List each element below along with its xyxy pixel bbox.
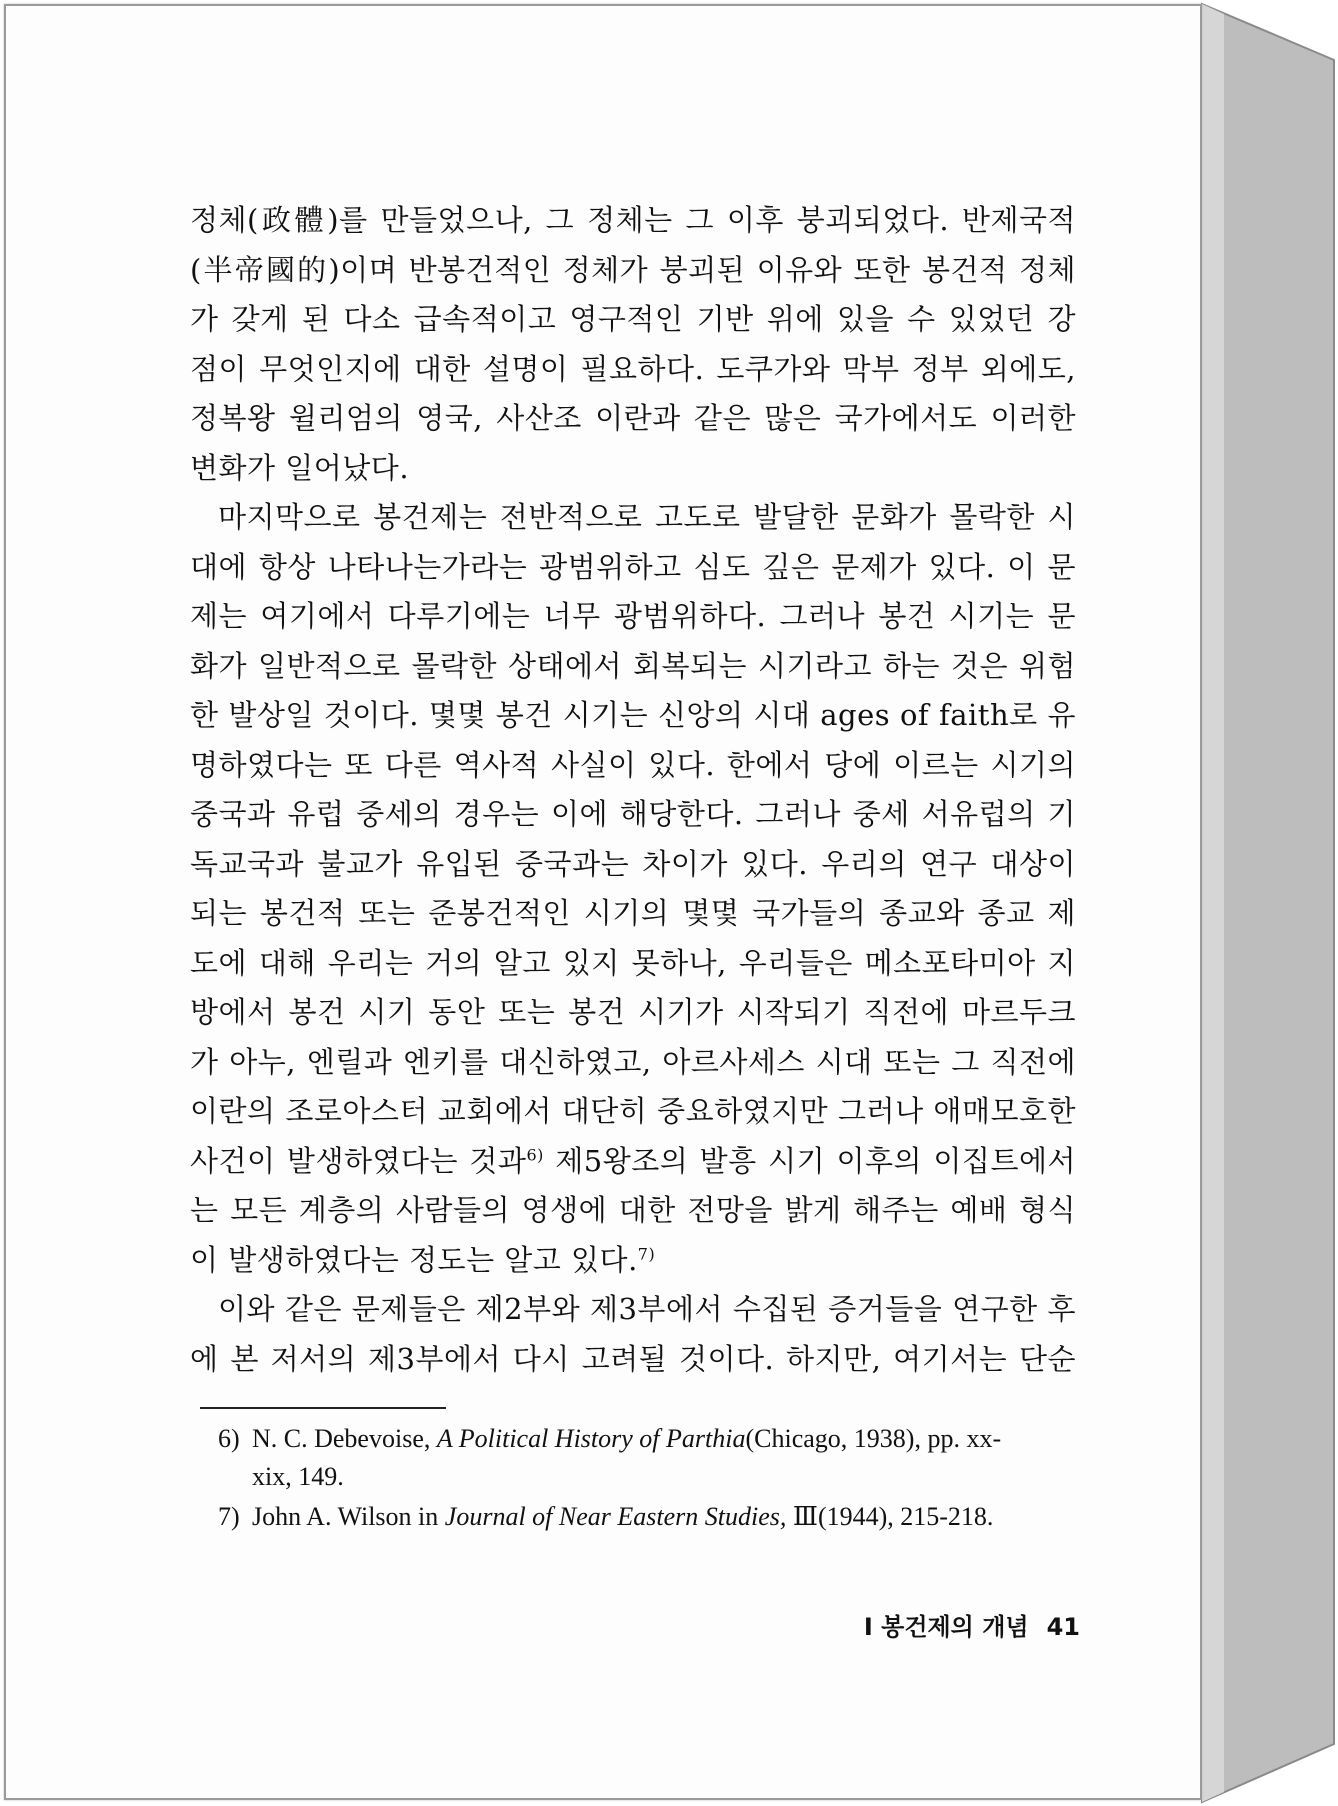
text-line: 화가 일반적으로 몰락한 상태에서 회복되는 시기라고 하는 것은 위험 bbox=[190, 648, 1076, 683]
text-line: 점이 무엇인지에 대한 설명이 필요하다. 도쿠가와 막부 정부 외에도, bbox=[190, 351, 1076, 386]
text-line: 한 발상일 것이다. 몇몇 봉건 시기는 신앙의 시대 ages of faith로 유 bbox=[190, 698, 1076, 732]
footnote-title: A Political History of Parthia bbox=[436, 1424, 746, 1453]
text-line: 에 본 저서의 제3부에서 다시 고려될 것이다. 하지만, 여기서는 단순 bbox=[190, 1341, 1076, 1376]
paragraph-3 bbox=[190, 1285, 1076, 1384]
chapter-title: Ⅰ 봉건제의 개념 bbox=[863, 1613, 1029, 1641]
paragraph-2 bbox=[190, 493, 1076, 1285]
text-line: 대에 항상 나타나는가라는 광범위하고 심도 깊은 문제가 있다. 이 문 bbox=[190, 549, 1076, 584]
text-line: 이와 같은 문제들은 제2부와 제3부에서 수집된 증거들을 연구한 후 bbox=[218, 1292, 1076, 1326]
text-line: 제는 여기에서 다루기에는 너무 광범위하다. 그러나 봉건 시기는 문 bbox=[190, 599, 1076, 633]
footnote-title: Journal of Near Eastern Studies, bbox=[444, 1502, 787, 1531]
text-line: 이란의 조로아스터 교회에서 대단히 중요하였지만 그러나 애매모호한 bbox=[190, 1094, 1076, 1128]
footnote-continuation: xix, 149. bbox=[252, 1462, 344, 1491]
text-line: 방에서 봉건 시기 동안 또는 봉건 시기가 시작되기 직전에 마르두크 bbox=[190, 995, 1076, 1029]
text-line: 마지막으로 봉건제는 전반적으로 고도로 발달한 문화가 몰락한 시 bbox=[218, 500, 1076, 534]
footnote-number: 6) bbox=[218, 1424, 240, 1453]
text-line: 가 갖게 된 다소 급속적이고 영구적인 기반 위에 있을 수 있었던 강 bbox=[190, 302, 1076, 336]
footnote-divider bbox=[200, 1407, 446, 1409]
footnotes bbox=[218, 1420, 1078, 1538]
text-line: 도에 대해 우리는 거의 알고 있지 못하나, 우리들은 메소포타미아 지 bbox=[190, 945, 1076, 980]
text-segment: 이 발생하였다는 정도는 알고 있다. bbox=[190, 1242, 638, 1277]
text-line: 명하였다는 또 다른 역사적 사실이 있다. 한에서 당에 이르는 시기의 bbox=[190, 747, 1076, 782]
text-line: 되는 봉건적 또는 준봉건적인 시기의 몇몇 국가들의 종교와 종교 제 bbox=[190, 896, 1076, 930]
text-line: 변화가 일어났다. bbox=[190, 450, 410, 485]
footnote-6 bbox=[218, 1420, 1078, 1496]
text-line: 는 모든 계층의 사람들의 영생에 대한 전망을 밝게 해주는 예배 형식 bbox=[190, 1193, 1076, 1227]
text-line: 정체(政體)를 만들었으나, 그 정체는 그 이후 붕괴되었다. 반제국적 bbox=[190, 203, 1076, 237]
running-footer bbox=[840, 1607, 1080, 1642]
footnote-ref-6[interactable]: 6) bbox=[526, 1144, 544, 1164]
footnote-detail: (Chicago, 1938), pp. xx- bbox=[745, 1424, 1002, 1453]
text-line-with-footnote bbox=[190, 1236, 1076, 1286]
body-text bbox=[190, 196, 1076, 1384]
text-line: 독교국과 불교가 유입된 중국과는 차이가 있다. 우리의 연구 대상이 bbox=[190, 846, 1076, 881]
footnote-detail: Ⅲ(1944), 215-218. bbox=[786, 1502, 994, 1531]
text-line: 중국과 유럽 중세의 경우는 이에 해당한다. 그러나 중세 서유럽의 기 bbox=[190, 797, 1076, 831]
text-segment: 사건이 발생하였다는 것과 bbox=[190, 1143, 527, 1178]
page-number: 41 bbox=[1046, 1613, 1080, 1641]
footnote-author: N. C. Debevoise, bbox=[252, 1424, 437, 1453]
text-line: (半帝國的)이며 반봉건적인 정체가 붕괴된 이유와 또한 봉건적 정체 bbox=[190, 252, 1076, 287]
footnote-7 bbox=[218, 1498, 1078, 1536]
text-line-with-footnote bbox=[190, 1137, 1076, 1187]
text-segment: 제5왕조의 발흥 시기 이후의 이집트에서 bbox=[555, 1143, 1076, 1178]
footnote-number: 7) bbox=[218, 1502, 240, 1531]
paragraph-1 bbox=[190, 196, 1076, 493]
footnote-author: John A. Wilson in bbox=[252, 1502, 445, 1531]
text-line: 정복왕 윌리엄의 영국, 사산조 이란과 같은 많은 국가에서도 이러한 bbox=[190, 401, 1076, 435]
text-line: 가 아누, 엔릴과 엔키를 대신하였고, 아르사세스 시대 또는 그 직전에 bbox=[190, 1044, 1076, 1079]
footnote-ref-7[interactable]: 7) bbox=[637, 1243, 656, 1263]
